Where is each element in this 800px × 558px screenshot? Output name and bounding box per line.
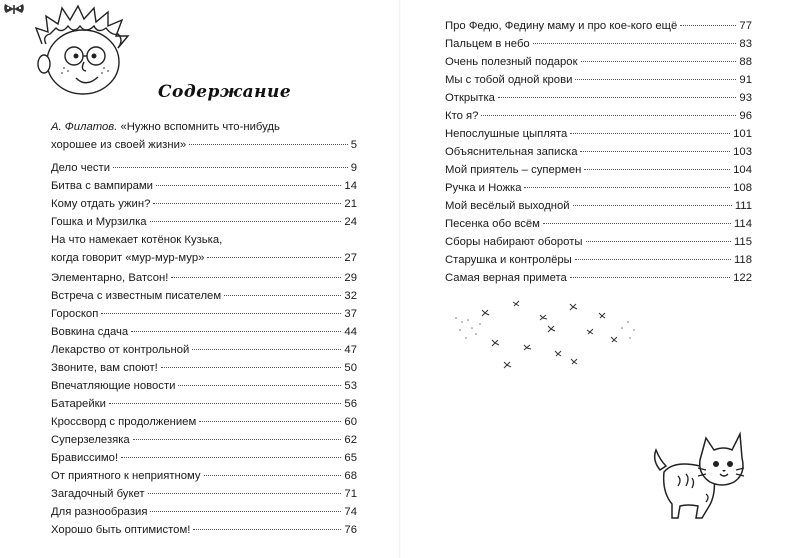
- toc-entry[interactable]: [445, 197, 752, 215]
- toc-entry[interactable]: [445, 143, 752, 161]
- leader-dots: [533, 43, 737, 44]
- leader-dots: [575, 79, 736, 80]
- leader-dots: [575, 259, 731, 260]
- toc-entry-title-cont: хорошее из своей жизни»: [51, 139, 187, 151]
- toc-entry[interactable]: [51, 118, 357, 154]
- toc-entry-page: 122: [733, 272, 752, 284]
- toc-entry-page: 62: [344, 434, 357, 446]
- cat-icon: [650, 420, 746, 526]
- toc-entry-page: 115: [733, 236, 752, 248]
- toc-entry-page: 101: [733, 128, 752, 140]
- toc-entry[interactable]: [51, 485, 357, 503]
- leader-dots: [178, 385, 341, 386]
- toc-entry-page: 104: [733, 164, 752, 176]
- toc-entry-title: Открытка: [445, 92, 495, 104]
- toc-entry-title: Дело чести: [51, 162, 110, 174]
- toc-entry-title: Гошка и Мурзилка: [51, 216, 147, 228]
- toc-entry-title: Непослушные цыплята: [445, 128, 568, 140]
- toc-entry-page: 74: [344, 506, 357, 518]
- leader-dots: [161, 367, 342, 368]
- toc-entry-title: Старушка и контролёры: [445, 254, 572, 266]
- toc-entry-page: 5: [350, 139, 357, 151]
- leader-dots: [171, 277, 341, 278]
- toc-entry-page: 111: [734, 200, 752, 212]
- toc-entry-page: 91: [739, 74, 752, 86]
- leader-dots: [481, 115, 736, 116]
- leader-dots: [193, 529, 341, 530]
- leader-dots: [189, 144, 348, 145]
- book-spine: [399, 0, 401, 558]
- toc-entry[interactable]: [445, 269, 752, 287]
- toc-entry-title: Хорошо быть оптимистом!: [51, 524, 191, 536]
- toc-entry-author: А. Филатов.: [51, 121, 118, 133]
- toc-entry-title-cont: когда говорит «мур-мур-мур»: [51, 252, 205, 264]
- leader-dots: [524, 187, 730, 188]
- toc-entry-page: 37: [344, 308, 357, 320]
- toc-entry[interactable]: [51, 287, 357, 305]
- leader-dots: [192, 349, 341, 350]
- leader-dots: [156, 185, 341, 186]
- leader-dots: [570, 277, 730, 278]
- leader-dots: [543, 223, 731, 224]
- toc-entry[interactable]: [445, 35, 752, 53]
- toc-entry-title: Впечатляющие новости: [51, 380, 176, 392]
- leader-dots: [109, 403, 342, 404]
- toc-entry-title: Кто я?: [445, 110, 479, 122]
- toc-entry[interactable]: [51, 413, 357, 431]
- leader-dots: [680, 25, 736, 26]
- toc-entry-page: 27: [344, 252, 357, 264]
- dragonfly-swarm-icon: [452, 298, 642, 378]
- toc-entry-title: Брависсимо!: [51, 452, 119, 464]
- boy-face-icon: [28, 4, 138, 100]
- toc-entry[interactable]: [445, 251, 752, 269]
- toc-entry-title: Объяснительная записка: [445, 146, 578, 158]
- toc-entry-title: Для разнообразия: [51, 506, 148, 518]
- leader-dots: [133, 439, 342, 440]
- leader-dots: [113, 167, 348, 168]
- toc-entry-page: 50: [344, 362, 357, 374]
- leader-dots: [121, 457, 341, 458]
- toc-entry-page: 103: [733, 146, 752, 158]
- toc-entry-page: 83: [739, 38, 752, 50]
- leader-dots: [131, 331, 341, 332]
- toc-entry[interactable]: [51, 177, 357, 195]
- toc-entry-page: 71: [344, 488, 357, 500]
- toc-entry-page: 21: [344, 198, 357, 210]
- leader-dots: [148, 493, 342, 494]
- toc-entry-title: Суперзелезяка: [51, 434, 130, 446]
- toc-entry-page: 29: [344, 272, 357, 284]
- leader-dots: [199, 421, 341, 422]
- toc-entry-page: 24: [344, 216, 357, 228]
- leader-dots: [570, 133, 730, 134]
- toc-entry-title: Лекарство от контрольной: [51, 344, 190, 356]
- leader-dots: [150, 511, 341, 512]
- toc-entry-title: Битва с вампирами: [51, 180, 153, 192]
- toc-entry-page: 68: [344, 470, 357, 482]
- toc-entry-page: 77: [739, 20, 752, 32]
- toc-entry-page: 93: [739, 92, 752, 104]
- toc-entry[interactable]: [445, 71, 752, 89]
- toc-entry-title: Встреча с известным писателем: [51, 290, 222, 302]
- toc-entry-title: Самая верная примета: [445, 272, 567, 284]
- toc-entry-title: Элементарно, Ватсон!: [51, 272, 169, 284]
- toc-entry-page: 114: [733, 218, 752, 230]
- toc-entry-title: Вовкина сдача: [51, 326, 129, 338]
- toc-entry[interactable]: [51, 377, 357, 395]
- toc-entry-page: 65: [344, 452, 357, 464]
- toc-entry-title: Кроссворд с продолжением: [51, 416, 197, 428]
- toc-entry[interactable]: [445, 179, 752, 197]
- leader-dots: [580, 151, 730, 152]
- toc-entry[interactable]: [51, 323, 357, 341]
- leader-dots: [581, 61, 737, 62]
- toc-entry[interactable]: [445, 215, 752, 233]
- toc-entry-title: Батарейки: [51, 398, 106, 410]
- toc-entry-title: «Нужно вспомнить что-нибудь: [120, 121, 280, 133]
- toc-entry-page: 88: [739, 56, 752, 68]
- toc-entry-page: 53: [344, 380, 357, 392]
- toc-entry-page: 44: [344, 326, 357, 338]
- leader-dots: [498, 97, 736, 98]
- toc-entry[interactable]: [51, 449, 357, 467]
- toc-entry-page: 60: [344, 416, 357, 428]
- toc-entry[interactable]: [445, 53, 752, 71]
- toc-entry[interactable]: [445, 125, 752, 143]
- toc-entry[interactable]: [51, 269, 357, 287]
- toc-entry-title: Очень полезный подарок: [445, 56, 578, 68]
- toc-entry[interactable]: [51, 213, 357, 231]
- leader-dots: [101, 313, 341, 314]
- toc-entry-title: Мы с тобой одной крови: [445, 74, 573, 86]
- toc-entry-title: Сборы набирают обороты: [445, 236, 583, 248]
- leader-dots: [573, 205, 732, 206]
- toc-entry-title: Загадочный букет: [51, 488, 145, 500]
- toc-entry-title: Про Федю, Федину маму и про кое-кого ещё: [445, 20, 678, 32]
- toc-entry-page: 118: [733, 254, 752, 266]
- toc-entry-page: 14: [344, 180, 357, 192]
- toc-entry[interactable]: [51, 521, 357, 539]
- toc-entry-page: 76: [344, 524, 357, 536]
- toc-heading: Содержание: [158, 82, 292, 102]
- toc-entry[interactable]: [51, 159, 357, 177]
- toc-entry-title: Пальцем в небо: [445, 38, 530, 50]
- toc-entry[interactable]: [51, 467, 357, 485]
- toc-entry[interactable]: [51, 359, 357, 377]
- leader-dots: [204, 475, 342, 476]
- toc-entry-page: 108: [733, 182, 752, 194]
- toc-entry-title: Звоните, вам споют!: [51, 362, 158, 374]
- toc-entry[interactable]: [445, 161, 752, 179]
- toc-entry[interactable]: [51, 341, 357, 359]
- toc-entry[interactable]: [445, 233, 752, 251]
- toc-entry[interactable]: [51, 503, 357, 521]
- toc-entry-page: 96: [739, 110, 752, 122]
- leader-dots: [207, 257, 341, 258]
- toc-entry[interactable]: [51, 395, 357, 413]
- toc-entry[interactable]: [51, 195, 357, 213]
- toc-entry-title: Кому отдать ужин?: [51, 198, 151, 210]
- toc-entry-page: 56: [344, 398, 357, 410]
- toc-entry-title: Песенка обо всём: [445, 218, 540, 230]
- toc-entry[interactable]: [445, 107, 752, 125]
- toc-entry-page: 9: [350, 162, 357, 174]
- leader-dots: [153, 203, 341, 204]
- leader-dots: [150, 221, 342, 222]
- toc-entry[interactable]: [445, 17, 752, 35]
- toc-entry-title: Мой приятель – супермен: [445, 164, 582, 176]
- toc-entry-title: Мой весёлый выходной: [445, 200, 570, 212]
- leader-dots: [584, 169, 730, 170]
- toc-entry[interactable]: [51, 305, 357, 323]
- toc-entry-page: 47: [344, 344, 357, 356]
- toc-entry-title: На что намекает котёнок Кузька,: [51, 234, 223, 246]
- toc-left-column: [51, 118, 357, 539]
- toc-entry-page: 32: [344, 290, 357, 302]
- toc-entry-title: От приятного к неприятному: [51, 470, 201, 482]
- leader-dots: [586, 241, 731, 242]
- toc-entry[interactable]: [51, 431, 357, 449]
- toc-entry-title: Гороскоп: [51, 308, 99, 320]
- toc-entry[interactable]: [51, 231, 357, 267]
- toc-right-column: [445, 17, 752, 287]
- toc-entry[interactable]: [445, 89, 752, 107]
- toc-entry-title: Ручка и Ножка: [445, 182, 522, 194]
- leader-dots: [224, 295, 341, 296]
- moth-icon: [3, 2, 25, 16]
